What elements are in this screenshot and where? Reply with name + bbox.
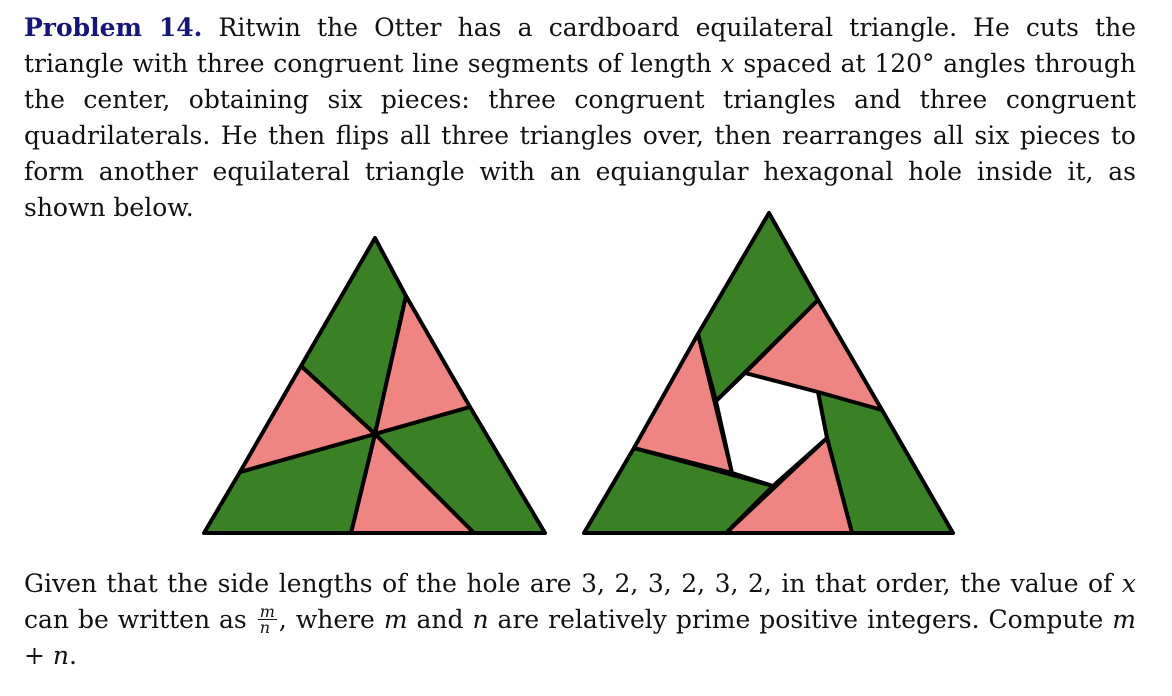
angle-value: 120°: [874, 49, 935, 78]
var-n: n: [472, 605, 489, 634]
problem-label: Problem 14.: [24, 13, 203, 42]
problem-statement: [24, 10, 1136, 226]
intro-text-c: angles through the center, obtaining six pieces: three congruent triangles and three congruent quadrilaterals. He then flips all three triangles over, then rearranges all six pieces to form another equilateral triangle with an equiangular hexagonal hole inside it, as shown below.: [24, 49, 1136, 222]
original-triangle: [204, 238, 545, 533]
side-lengths: 3, 2, 3, 2, 3, 2,: [581, 569, 772, 598]
question-text-c: can be written as: [24, 605, 256, 634]
fraction-denominator: n: [259, 618, 271, 637]
question-text-g: .: [69, 641, 77, 670]
var-m: m: [383, 605, 408, 634]
question-statement: [24, 566, 1136, 674]
intro-text-b: spaced at: [734, 49, 875, 78]
question-text-f: are relatively prime positive integers. Compute: [488, 605, 1113, 634]
question-text-a: Given that the side lengths of the hole are: [24, 569, 582, 598]
fraction-m-over-n: [258, 604, 277, 635]
fraction-numerator: m: [259, 602, 275, 621]
final-expression: m + n: [24, 605, 1137, 670]
var-x: x: [720, 49, 735, 78]
intro-text-a: Ritwin the Otter has a cardboard equilateral triangle. He cuts the triangle with three congruent line segments of length: [24, 13, 1136, 78]
question-text-b: in that order, the value of: [771, 569, 1122, 598]
pieces-figure: [0, 200, 1172, 550]
rearranged-triangle: [584, 213, 953, 533]
var-x: x: [1121, 569, 1136, 598]
question-text-d: , where: [278, 605, 384, 634]
question-text-e: and: [407, 605, 473, 634]
